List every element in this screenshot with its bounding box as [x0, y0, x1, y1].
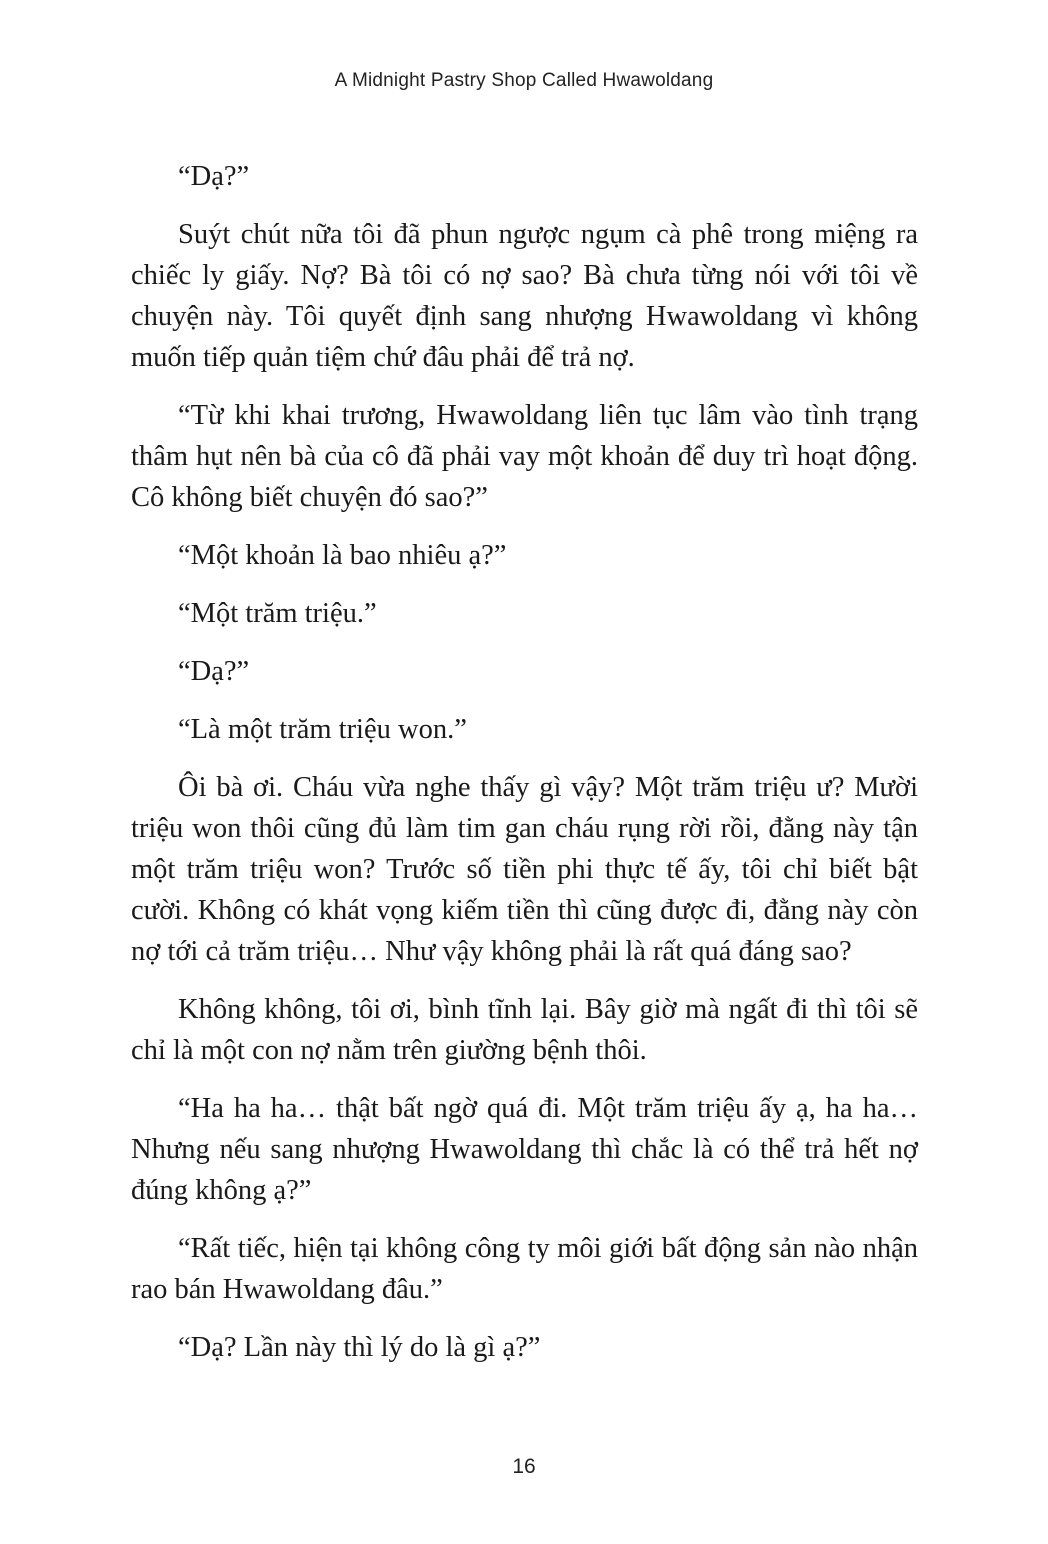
- paragraph: “Dạ?”: [178, 161, 250, 192]
- running-header: A Midnight Pastry Shop Called Hwawoldang: [334, 70, 714, 91]
- paragraph: “Một khoản là bao nhiêu ạ?”: [178, 540, 507, 571]
- paragraph: “Từ khi khai trương, Hwawoldang liên tục lâm vào tình trạng thâm hụt nên bà của cô đã phải vay một khoản để duy trì hoạt động. Cô không biết chuyện đó sao?”: [131, 400, 918, 513]
- paragraph: “Dạ?”: [178, 656, 250, 687]
- paragraph: “Rất tiếc, hiện tại không công ty môi giới bất động sản nào nhận rao bán Hwawoldang đâu.”: [131, 1233, 918, 1305]
- page-number: 16: [512, 1455, 536, 1478]
- paragraph: “Một trăm triệu.”: [178, 598, 377, 629]
- paragraph: “Là một trăm triệu won.”: [178, 714, 467, 745]
- paragraph: Suýt chút nữa tôi đã phun ngược ngụm cà phê trong miệng ra chiếc ly giấy. Nợ? Bà tôi có nợ sao? Bà chưa từng nói với tôi về chuyện này. Tôi quyết định sang nhượng Hwawoldang vì không muốn tiếp quản tiệm chứ đâu phải để trả nợ.: [131, 219, 918, 373]
- paragraph: Không không, tôi ơi, bình tĩnh lại. Bây giờ mà ngất đi thì tôi sẽ chỉ là một con nợ nằm trên giường bệnh thôi.: [131, 994, 918, 1066]
- paragraph: Ôi bà ơi. Cháu vừa nghe thấy gì vậy? Một trăm triệu ư? Mười triệu won thôi cũng đủ làm tim gan cháu rụng rời rồi, đằng này tận một trăm triệu won? Trước số tiền phi thực tế ấy, tôi chỉ biết bật cười. Không có khát vọng kiếm tiền thì cũng được đi, đằng này còn nợ tới cả trăm triệu… Như vậy không phải là rất quá đáng sao?: [131, 772, 918, 967]
- page-body: [131, 156, 918, 1385]
- paragraph: “Dạ? Lần này thì lý do là gì ạ?”: [178, 1332, 541, 1363]
- paragraph: “Ha ha ha… thật bất ngờ quá đi. Một trăm triệu ấy ạ, ha ha… Nhưng nếu sang nhượng Hwawoldang thì chắc là có thể trả hết nợ đúng không ạ?”: [131, 1093, 918, 1206]
